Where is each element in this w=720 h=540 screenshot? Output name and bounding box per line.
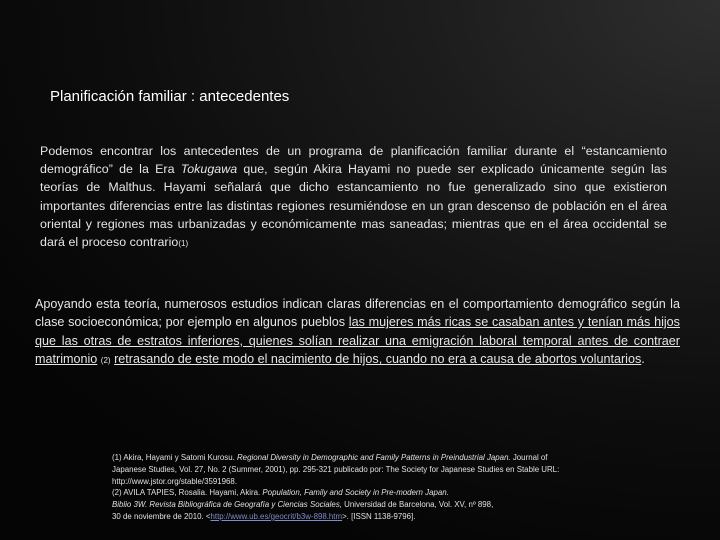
footnote-1-authors: (1) Akira, Hayami y Satomi Kurosu.	[112, 453, 237, 462]
para2-text: Apoyando esta teoría, numerosos estudios indican claras diferencias en el comportamiento demográfico según la clase socioeconómica; por ejemplo en algunos pueblos	[35, 297, 680, 330]
footnote-1-journal: Journal of	[510, 453, 548, 462]
footnote-2-issn: >. [ISSN 1138-9796].	[342, 511, 416, 521]
footnotes	[112, 452, 687, 523]
paragraph-estudios	[35, 295, 680, 371]
footnote-2-journal: Biblio 3W. Revista Bibliográfica de Geografía y Ciencias Sociales,	[112, 500, 342, 510]
footnote-2-title: Population, Family and Society in Pre-modern Japan.	[262, 488, 449, 498]
footnote-2-line-2	[112, 499, 687, 511]
footnote-1-line-3: http://www.jstor.org/stable/3591968.	[112, 476, 238, 486]
footnote-2-line-1	[112, 487, 687, 499]
para1-italic-tokugawa: Tokugawa	[180, 162, 238, 177]
footnote-ref-1: (1)	[178, 239, 189, 249]
para2-underlined-1: las mujeres más ricas se casaban antes y tenían más hijos que las otras de estratos inferiores, quienes solían realizar una emigración laboral temporal antes de contraer matrimonio	[35, 315, 680, 367]
footnote-2-volume: Universidad de Barcelona, Vol. XV, nº 898,	[341, 500, 494, 510]
para1-text-a: Podemos encontrar los antecedentes de un programa de planificación familiar durante el “estancamiento demográfico” de la Era	[40, 144, 667, 177]
paragraph-antecedentes	[40, 142, 667, 253]
footnote-2-line-3	[112, 511, 687, 523]
slide-title: Planificación familiar : antecedentes	[50, 88, 290, 105]
footnote-1-line-2: Japanese Studies, Vol. 27, No. 2 (Summer, 2001), pp. 295-321 publicado por: The Society for Japanese Studies en Stable URL:	[112, 464, 560, 474]
footnote-1-line-1	[112, 452, 687, 464]
footnote-1-title: Regional Diversity in Demographic and Family Patterns in Preindustrial Japan.	[236, 453, 511, 462]
footnote-2-date: 30 de noviembre de 2010. <	[112, 511, 211, 521]
para2-underlined-2: retrasando de este modo el nacimiento de hijos, cuando no era a causa de abortos voluntarios	[114, 352, 642, 367]
footnote-2-link[interactable]: http://www.ub.es/geocrit/b3w-898.htm	[210, 511, 343, 521]
para2-end: .	[641, 352, 645, 367]
para1-text-b: que, según Akira Hayami no puede ser explicado únicamente según las teorías de Malthus. Hayami señalará que dicho estancamiento no fue generalizado sino que existieron importantes diferencias entre las distintas regiones resumiéndose en un gran descenso de población en el área oriental y regiones mas urbanizadas y económicamente mas saneadas; mientras que en el área occidental se dará el proceso contrario	[40, 162, 667, 250]
footnote-2-authors: (2) AVILA TAPIES, Rosalia. Hayami, Akira.	[112, 488, 263, 498]
footnote-ref-2: (2)	[100, 356, 111, 366]
